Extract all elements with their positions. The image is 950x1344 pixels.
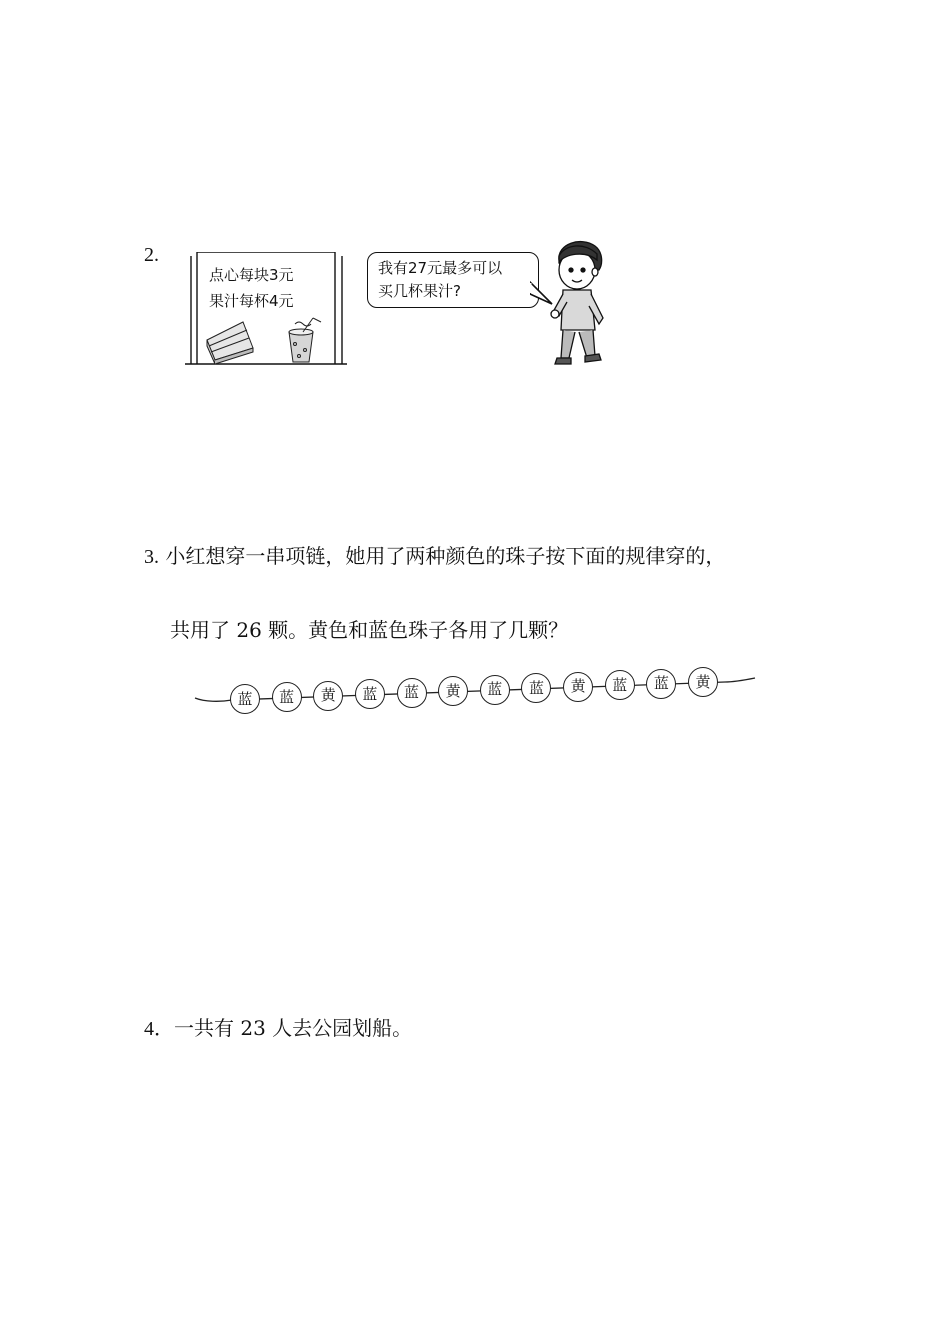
problem-3-text-line-2: 共用了 26 颗。黄色和蓝色珠子各用了几颗？ [170, 618, 569, 642]
bead: 蓝 [355, 679, 385, 709]
bead: 蓝 [480, 675, 510, 705]
sign-line-1: 点心每块3元 [209, 266, 294, 284]
speech-line-2: 买几杯果汁? [378, 282, 461, 300]
speech-line-1: 我有27元最多可以 [378, 259, 503, 277]
bead: 蓝 [272, 682, 302, 712]
bead: 黄 [563, 672, 593, 702]
bead: 黄 [688, 667, 718, 697]
problem-3-text: 小红想穿一串项链，她用了两种颜色的珠子按下面的规律穿的， [165, 544, 726, 568]
problem-4-number: 4． [144, 1018, 174, 1040]
problem-3-number: 3. [144, 546, 159, 568]
problem-4-text-line [144, 1016, 412, 1041]
bead: 黄 [313, 681, 343, 711]
bead: 蓝 [521, 673, 551, 703]
sign-line-2: 果汁每杯4元 [209, 292, 294, 310]
bead: 黄 [438, 676, 468, 706]
bead: 蓝 [646, 669, 676, 699]
bead: 蓝 [397, 678, 427, 708]
bead: 蓝 [605, 670, 635, 700]
bead: 蓝 [230, 684, 260, 714]
problem-2-number: 2. [144, 244, 159, 266]
problem-4-text: 一共有 23 人去公园划船。 [174, 1016, 413, 1040]
